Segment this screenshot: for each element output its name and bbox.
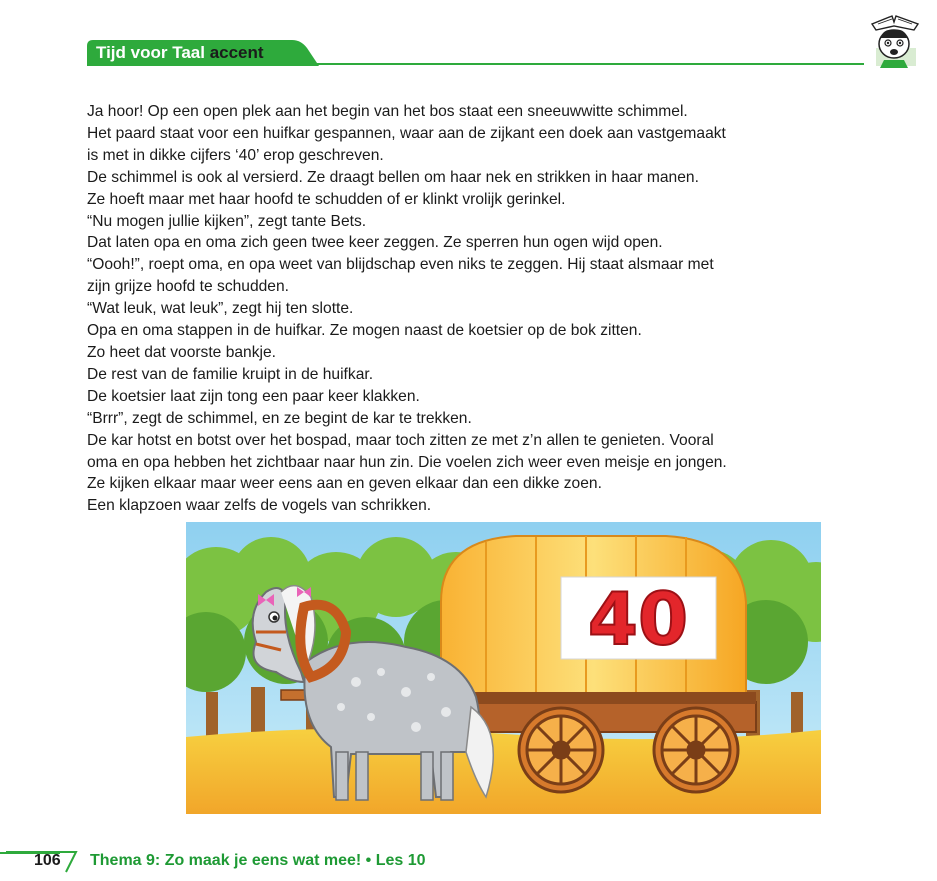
story-line: Ze hoeft maar met haar hoofd te schudden of er klinkt vrolijk gerinkel. xyxy=(87,190,566,208)
story-line: Zo heet dat voorste bankje. xyxy=(87,343,276,361)
section-title: Tijd voor Taal accent xyxy=(96,43,264,62)
story-line: “Nu mogen jullie kijken”, zegt tante Bets. xyxy=(87,212,367,230)
story-line: is met in dikke cijfers ‘40’ erop geschreven. xyxy=(87,146,384,164)
story-text xyxy=(87,101,887,517)
footer-title: Thema 9: Zo maak je eens wat mee! • Les 10 xyxy=(90,852,426,869)
page-number: 106 xyxy=(34,852,61,869)
story-line: Dat laten opa en oma zich geen twee keer zeggen. Ze sperren hun ogen wijd open. xyxy=(87,234,663,252)
story-line: Ze kijken elkaar maar weer eens aan en geven elkaar dan een dikke zoen. xyxy=(87,475,602,493)
story-line: Een klapzoen waar zelfs de vogels van schrikken. xyxy=(87,497,432,515)
story-line: Opa en oma stappen in de huifkar. Ze mogen naast de koetsier op de bok zitten. xyxy=(87,322,642,340)
story-line: “Oooh!”, roept oma, en opa weet van blijdschap even niks te zeggen. Hij staat alsmaar met xyxy=(87,256,714,274)
story-line: Het paard staat voor een huifkar gespannen, waar aan de zijkant een doek aan vastgemaakt xyxy=(87,124,726,142)
horse-wagon-illustration xyxy=(186,522,821,814)
story-line: “Brrr”, zegt de schimmel, en ze begint de kar te trekken. xyxy=(87,409,472,427)
sign-number: 40 xyxy=(587,577,689,661)
story-line: Ja hoor! Op een open plek aan het begin van het bos staat een sneeuwwitte schimmel. xyxy=(87,103,688,120)
header-rule xyxy=(300,63,864,65)
section-accent: accent xyxy=(209,43,264,62)
story-line: De kar hotst en botst over het bospad, maar toch zitten ze met z’n allen te genieten. Vooral xyxy=(87,431,714,449)
story-line: De rest van de familie kruipt in de huifkar. xyxy=(87,365,374,383)
story-line: oma en opa hebben het zichtbaar naar hun zin. Die voelen zich weer even meisje en jongen. xyxy=(87,453,727,471)
mascot-reading-icon xyxy=(866,10,922,68)
story-line: zijn grijze hoofd te schudden. xyxy=(87,278,289,296)
story-line: De koetsier laat zijn tong een paar keer klakken. xyxy=(87,387,420,405)
story-line: “Wat leuk, wat leuk”, zegt hij ten slotte. xyxy=(87,300,354,318)
story-line: De schimmel is ook al versierd. Ze draagt bellen om haar nek en strikken in haar manen. xyxy=(87,168,699,186)
